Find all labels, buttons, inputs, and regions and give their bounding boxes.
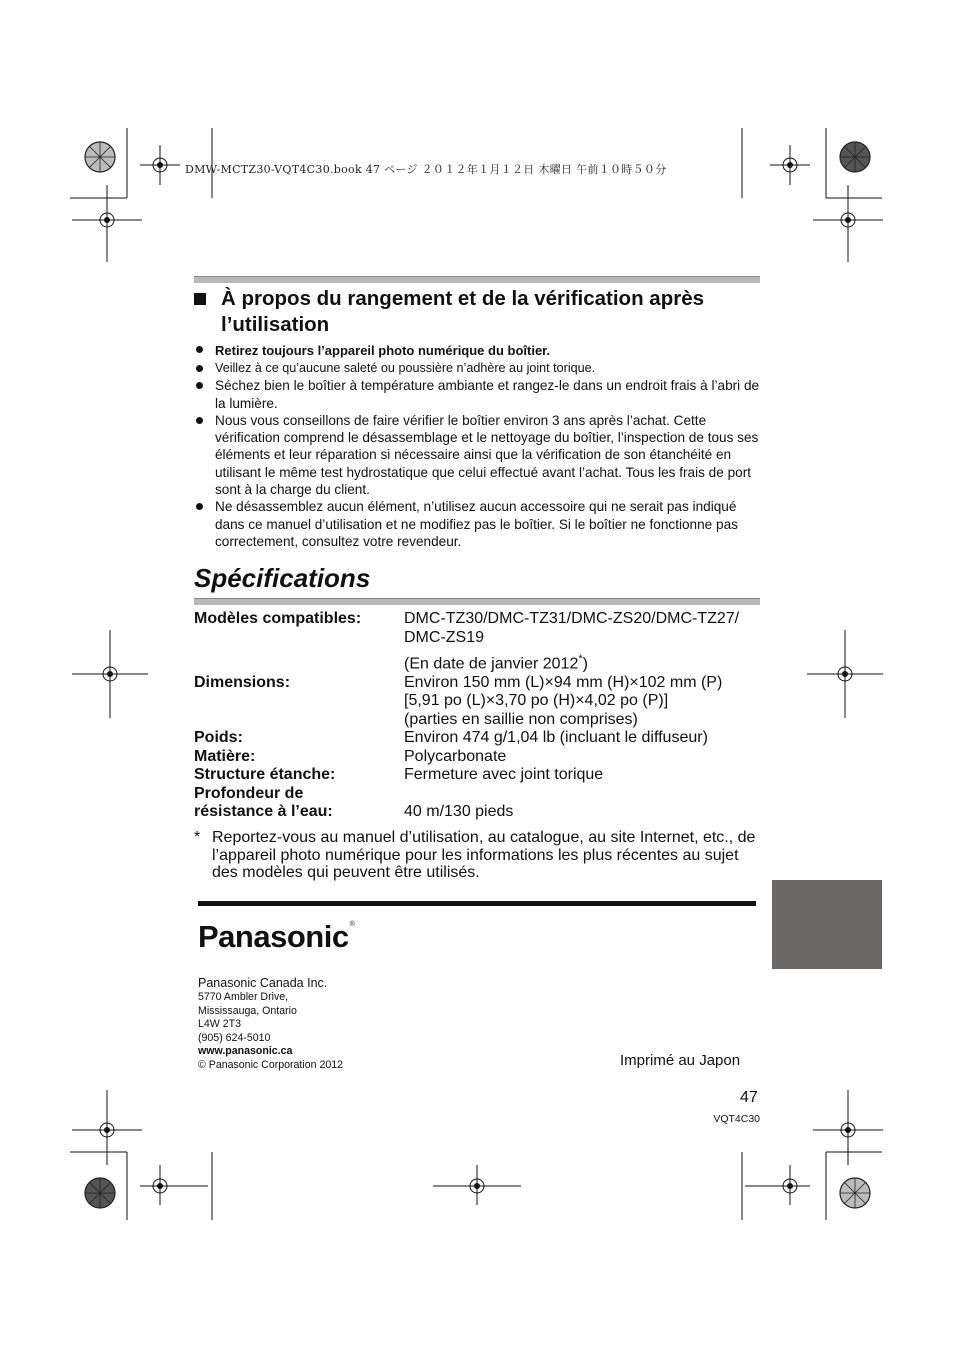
footer-rule (198, 901, 756, 906)
list-item (194, 412, 760, 498)
table-row (194, 766, 739, 785)
section-top-rule (194, 276, 760, 283)
list-item (194, 360, 760, 377)
spec-value: Polycarbonate (404, 747, 507, 765)
table-row (194, 610, 739, 674)
table-row (194, 785, 739, 822)
storage-section-heading (194, 286, 760, 338)
company-name: Panasonic Canada Inc. (198, 976, 328, 990)
dimensions-line: [5,91 po (L)×3,70 po (H)×4,02 po (P)] (404, 692, 669, 710)
bullet-dot-icon (196, 503, 203, 510)
address-line: (905) 624-5010 (198, 1031, 271, 1044)
bullet-dot-icon (196, 417, 203, 424)
square-bullet-icon (194, 293, 206, 305)
page-number: 47 (740, 1089, 758, 1106)
dimensions-line: Environ 150 mm (L)×94 mm (H)×102 mm (P) (404, 673, 723, 691)
spec-label: Poids: (194, 729, 243, 747)
spec-label: Dimensions: (194, 673, 291, 691)
address-line: Mississauga, Ontario (198, 1004, 297, 1017)
spec-label: Modèles compatibles: (194, 610, 362, 627)
printed-in-label: Imprimé au Japon (620, 1052, 741, 1069)
company-address (198, 976, 343, 1073)
bullet-dot-icon (196, 382, 203, 389)
spec-value (404, 610, 739, 674)
models-date-close: ) (582, 655, 588, 673)
specifications-table (194, 610, 739, 822)
spec-value (404, 674, 739, 730)
bullet-text: Ne désassemblez aucun élément, n’utilisez aucun accessoire qui ne serait pas indiqué dans ce manuel d’utilisation et ne modifiez pas le boîtier. Si le boîtier ne fonctionne pas correctement, consultez votre revendeur. (215, 499, 738, 549)
asterisk-icon: * (194, 829, 201, 846)
spec-label: Structure étanche: (194, 766, 336, 784)
depth-label-line: Profondeur de (194, 784, 304, 802)
section-thumb-tab (772, 880, 882, 969)
list-item (194, 341, 760, 360)
models-date-text: (En date de janvier 2012 (404, 655, 579, 673)
spec-label: Matière: (194, 747, 256, 765)
panasonic-logo (198, 919, 353, 955)
models-date-line (404, 650, 739, 674)
copyright-line: © Panasonic Corporation 2012 (198, 1058, 344, 1071)
storage-section-title: À propos du rangement et de la vérification après l’utilisation (221, 287, 705, 336)
logo-text: Panasonic (198, 919, 349, 954)
models-line: DMC-TZ30/DMC-TZ31/DMC-ZS20/DMC-TZ27/ (404, 610, 740, 627)
spec-label (194, 785, 404, 822)
spec-value: Fermeture avec joint torique (404, 766, 604, 784)
table-row (194, 748, 739, 767)
registered-mark: ® (349, 921, 355, 928)
bullet-dot-icon (196, 365, 203, 372)
website-link: www.panasonic.ca (198, 1045, 293, 1058)
print-header-line: DMW-MCTZ30-VQT4C30.book 47 ページ ２０１２年１月１２日 木曜日 午前１０時５０分 (185, 163, 667, 176)
list-item (194, 498, 760, 550)
dimensions-line: (parties en saillie non comprises) (404, 710, 638, 728)
list-item (194, 377, 760, 412)
spec-value: 40 m/130 pieds (404, 803, 514, 821)
bullet-dot-icon (196, 346, 203, 353)
bullet-text: Veillez à ce qu’aucune saleté ou poussière n’adhère au joint torique. (215, 361, 596, 375)
note-text: Reportez-vous au manuel d’utilisation, au catalogue, au site Internet, etc., de l’appareil photo numérique pour les informations les plus récentes au sujet des modèles qui peuvent être utilisés. (212, 829, 756, 881)
specifications-rule (194, 598, 760, 605)
storage-bullet-list (194, 341, 760, 550)
table-row (194, 729, 739, 748)
models-line: DMC-ZS19 (404, 628, 485, 646)
address-line: 5770 Ambler Drive, (198, 991, 289, 1003)
table-row (194, 674, 739, 730)
bullet-text: Retirez toujours l’appareil photo numérique du boîtier. (215, 343, 551, 358)
bullet-text: Séchez bien le boîtier à température ambiante et rangez-le dans un endroit frais à l’abri de la lumière. (215, 378, 760, 411)
address-line: L4W 2T3 (198, 1018, 241, 1031)
document-code: VQT4C30 (713, 1113, 760, 1125)
compatibility-note (194, 829, 760, 882)
depth-label-line: résistance à l’eau: (194, 803, 333, 821)
spec-value: Environ 474 g/1,04 lb (incluant le diffuseur) (404, 729, 708, 747)
footnote-mark: * (578, 653, 583, 665)
bullet-text: Nous vous conseillons de faire vérifier le boîtier environ 3 ans après l’achat. Cette vérification comprend le désassemblage et le nettoyage du boîtier, l’inspection de tous ses éléments et leur réparation si nécessaire ainsi que la vérification de son étanchéité en utilisant le même test hydrostatique que celui effectué avant l’achat. Tous les frais de port sont à la charge du client. (215, 412, 759, 498)
specifications-title: Spécifications (194, 563, 371, 593)
